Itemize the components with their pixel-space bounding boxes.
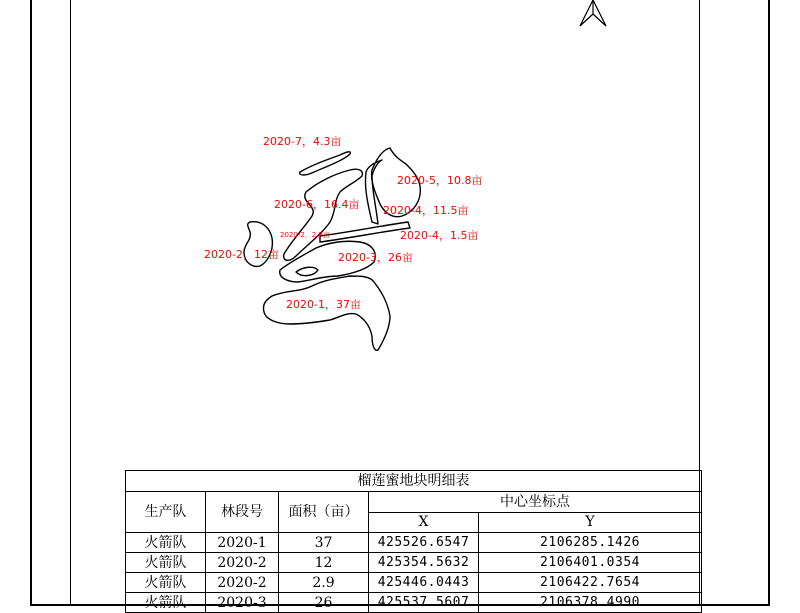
cell-section: 2020-2: [206, 573, 279, 593]
cell-section: 2020-3: [206, 593, 279, 613]
header-area: 面积（亩）: [279, 492, 369, 533]
cell-y: 2106401.0354: [479, 553, 702, 573]
cell-x: 425537.5607: [369, 593, 479, 613]
cell-area: 37: [279, 533, 369, 553]
label-2020-2-small: 2020-2，2.9亩: [280, 231, 330, 239]
table-row: [126, 593, 702, 613]
cell-team: 火箭队: [126, 593, 206, 613]
header-center-coordinates: 中心坐标点: [369, 492, 702, 513]
parcel-detail-table: [125, 470, 702, 613]
header-section: 林段号: [206, 492, 279, 533]
parcel-2020-1: [263, 276, 390, 350]
label-2020-3: 2020-3，26亩: [338, 251, 413, 264]
cell-x: 425526.6547: [369, 533, 479, 553]
label-2020-4-north: 2020-4，11.5亩: [383, 204, 469, 217]
parcel-2020-3-hole: [296, 267, 318, 275]
table-row: [126, 553, 702, 573]
table-row: [126, 573, 702, 593]
cell-area: 26: [279, 593, 369, 613]
cell-x: 425354.5632: [369, 553, 479, 573]
label-2020-2: 2020-2，12亩: [204, 248, 279, 261]
label-2020-6: 2020-6，16.4亩: [274, 198, 360, 211]
cell-area: 12: [279, 553, 369, 573]
cell-y: 2106378.4990: [479, 593, 702, 613]
label-2020-1: 2020-1，37亩: [286, 298, 361, 311]
cell-section: 2020-2: [206, 553, 279, 573]
cell-y: 2106422.7654: [479, 573, 702, 593]
table-row: [126, 533, 702, 553]
cell-y: 2106285.1426: [479, 533, 702, 553]
parcel-2020-6: [284, 169, 363, 260]
label-2020-7: 2020-7，4.3亩: [263, 135, 342, 148]
cell-team: 火箭队: [126, 533, 206, 553]
cell-area: 2.9: [279, 573, 369, 593]
cell-team: 火箭队: [126, 573, 206, 593]
cell-team: 火箭队: [126, 553, 206, 573]
header-team: 生产队: [126, 492, 206, 533]
header-y: Y: [479, 512, 702, 533]
cell-x: 425446.0443: [369, 573, 479, 593]
parcel-2020-4-south: [320, 222, 410, 242]
label-2020-4-south: 2020-4，1.5亩: [400, 229, 479, 242]
parcel-2020-4-north: [365, 160, 382, 224]
table-title: 榴莲蜜地块明细表: [126, 471, 702, 492]
cell-section: 2020-1: [206, 533, 279, 553]
label-2020-5: 2020-5，10.8亩: [397, 174, 483, 187]
header-x: X: [369, 512, 479, 533]
north-arrow-icon: [580, 0, 606, 26]
